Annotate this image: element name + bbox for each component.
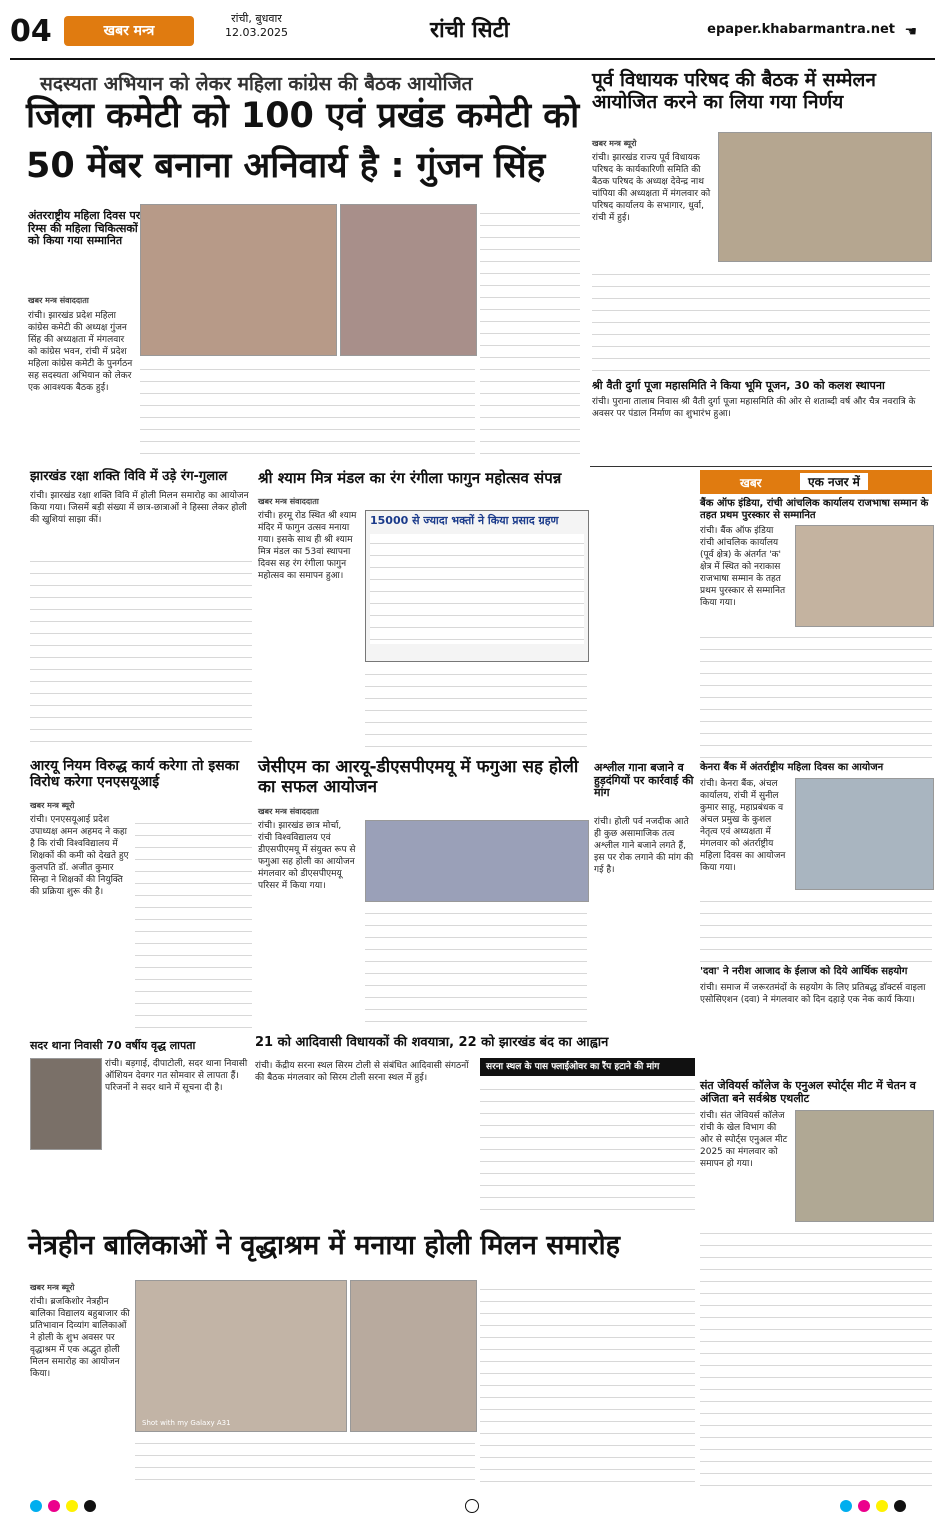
- edition-dateline: [225, 12, 288, 40]
- gulal-body-columns: [30, 552, 252, 750]
- pointer-icon: ☚: [904, 24, 917, 40]
- fagun-subhead-text: [370, 534, 584, 644]
- nazar-item2-columns: [700, 892, 932, 962]
- nazar-item2-body: रांची। केनरा बैंक, अंचल कार्यालय, रांची में सुनील कुमार साहू, महाप्रबंधक व अंचल प्रमुख के कुशल नेतृत्व एवं अध्यक्षता में मंगलवार को अंतर्राष्ट्रीय महिला दिवस का आयोजन किया गया।: [700, 779, 786, 873]
- black-dot: [84, 1500, 96, 1512]
- band-headline: 21 को आदिवासी विधायकों की शवयात्रा, 22 को झारखंड बंद का आह्वान: [255, 1035, 609, 1050]
- magenta-dot-right: [858, 1500, 870, 1512]
- khabar-nazar-title: एक नजर में: [800, 473, 868, 490]
- lead-body-columns: [140, 360, 475, 460]
- lead-byline: खबर मन्त्र संवाददाता: [28, 296, 89, 305]
- lead-photo-2: [340, 204, 477, 356]
- lead-photo-1: [140, 204, 337, 356]
- parishad-byline: खबर मन्त्र ब्यूरो: [592, 139, 637, 148]
- missing-person-photo: [30, 1058, 102, 1150]
- lead-body-right-column: [480, 204, 580, 460]
- band-subhead: सरना स्थल के पास फ्लाईओवर का रैंप हटाने की मांग: [480, 1058, 695, 1076]
- blind-photo-2: [350, 1280, 477, 1432]
- fagun-byline: खबर मन्त्र संवाददाता: [258, 497, 319, 506]
- nazar-item3-title: 'दवा' ने नरीश आजाद के ईलाज को दिये आर्थिक सहयोग: [700, 966, 908, 977]
- fagun-headline: श्री श्याम मित्र मंडल का रंग रंगीला फागुन महोत्सव संपन्न: [258, 469, 562, 487]
- xavier-headline: संत जेवियर्स कॉलेज के एनुअल स्पोर्ट्स मीट में चेतन व अंजिता बने सर्वश्रेष्ठ एथलीट: [700, 1079, 916, 1105]
- jcm-headline: जेसीएम का आरयू-डीएसपीएमयू में फगुआ सह होली का सफल आयोजन: [258, 757, 579, 797]
- jcm-photo: [365, 820, 589, 902]
- parishad-body: रांची। झारखंड राज्य पूर्व विधायक परिषद के कार्यकारिणी समिति की बैठक परिषद के अध्यक्ष देवेन्द्र नाथ चांपिया की अध्यक्षता में मंगलवार को परिषद कार्यालय के सभागार, धुर्वा, रांची में हुई।: [592, 153, 711, 223]
- nazar-item1-columns: [700, 628, 932, 758]
- blind-photo-1: [135, 1280, 347, 1432]
- durga-divider: [590, 466, 932, 467]
- xavier-body-columns: [700, 1224, 932, 1486]
- lead-headline-line1: जिला कमेटी को 100 एवं प्रखंड कमेटी को: [26, 96, 580, 136]
- edition-date: 12.03.2025: [225, 26, 288, 39]
- missing-headline: सदर थाना निवासी 70 वर्षीय वृद्ध लापता: [30, 1039, 196, 1052]
- ashleel-body: रांची। होली पर्व नजदीक आते ही कुछ असामाजिक तत्व अश्लील गाने बजाने लगते हैं, इस पर रोक लगाने की मांग की गई है।: [594, 817, 694, 875]
- missing-body: रांची। बड़गाई, दीपाटोली, सदर थाना निवासी ऑशियन देवगर गत सोमवार से लापता हैं। परिजनों ने सदर थाने में सूचना दी है।: [105, 1059, 248, 1093]
- aryu-body: रांची। एनएसयूआई प्रदेश उपाध्यक्ष अमन अहमद ने कहा है कि रांची विश्वविद्यालय में शिक्षकों की कमी को देखते हुए कुलपति डॉ. अजीत कुमार सिन्हा ने शिक्षकों की नियुक्ति की प्रक्रिया शुरू की है।: [30, 815, 129, 897]
- page-number: 04: [10, 14, 52, 49]
- durga-body: रांची। पुराना तालाब निवास श्री वैती दुर्गा पूजा महासमिति की ओर से शताब्दी वर्ष और चैत्र नवरात्रि के अवसर पर पंडाल निर्माण का शुभारंभ हुआ।: [592, 397, 916, 419]
- lead-body: रांची। झारखंड प्रदेश महिला कांग्रेस कमेटी की अध्यक्ष गुंजन सिंह की अध्यक्षता में मंगलवार को कांग्रेस भवन, रांची में प्रदेश महिला कांग्रेस कमेटी के पुनर्गठन सह सदस्यता अभियान को लेकर एक आवश्यक बैठक हुई।: [28, 311, 133, 393]
- website-link[interactable]: epaper.khabarmantra.net: [707, 22, 895, 37]
- band-body: रांची। केंद्रीय सरना स्थल सिरम टोली से संबंधित आदिवासी संगठनों की बैठक मंगलवार को सिरम टोली सरना स्थल में हुई।: [255, 1061, 469, 1083]
- xavier-photo: [795, 1110, 934, 1222]
- section-title: रांची सिटी: [430, 18, 510, 43]
- fagun-body-columns: [365, 665, 587, 750]
- xavier-body: रांची। संत जेवियर्स कॉलेज रांची के खेल विभाग की ओर से स्पोर्ट्स एनुअल मीट 2025 का मंगलवार को समापन हो गया।: [700, 1111, 788, 1169]
- registration-strip: [0, 1495, 945, 1517]
- nazar-item1-body: रांची। बैंक ऑफ इंडिया रांची आंचलिक कार्यालय (पूर्व क्षेत्र) के अंतर्गत 'क' क्षेत्र में स्थित को नराकास राजभाषा सम्मान के तहत प्रथम पुरस्कार से सम्मानित किया गया।: [700, 526, 786, 608]
- lead-headline-line2: 50 मेंबर बनाना अनिवार्य है : गुंजन सिंह: [26, 146, 546, 186]
- blind-photo-caption: Shot with my Galaxy A31: [142, 1419, 231, 1427]
- khabar-nazar-band: [700, 470, 932, 494]
- gulal-headline: झारखंड रक्षा शक्ति विवि में उड़े रंग-गुलाल: [30, 469, 228, 484]
- yellow-dot: [66, 1500, 78, 1512]
- magenta-dot: [48, 1500, 60, 1512]
- brand-logo[interactable]: खबर मन्त्र: [64, 16, 194, 46]
- masthead-bar: [10, 10, 935, 60]
- parishad-headline: पूर्व विधायक परिषद की बैठक में सम्मेलन आयोजित करने का लिया गया निर्णय: [592, 69, 876, 113]
- fagun-subhead: 15000 से ज्यादा भक्तों ने किया प्रसाद ग्रहण: [370, 514, 559, 527]
- nazar-item2-photo: [795, 778, 934, 890]
- durga-headline: श्री वैती दुर्गा पूजा महासमिति ने किया भूमि पूजन, 30 को कलश स्थापना: [592, 379, 885, 392]
- fagun-body: रांची। हरमू रोड स्थित श्री श्याम मंदिर में फागुन उत्सव मनाया गया। इसके साथ ही श्री श्याम मित्र मंडल का 53वां स्थापना दिवस सह रंग रंगीला फागुन महोत्सव का समापन हुआ।: [258, 511, 357, 581]
- fagun-subhead-box: [365, 510, 589, 662]
- nazar-item1-title: बैंक ऑफ इंडिया, रांची आंचलिक कार्यालय राजभाषा सम्मान के तहत प्रथम पुरस्कार से सम्मानित: [700, 498, 929, 521]
- band-body-columns: [480, 1080, 695, 1220]
- lead-side-title: अंतरराष्ट्रीय महिला दिवस पर रिम्स की महिला चिकित्सकों को किया गया सम्मानित: [28, 209, 141, 248]
- khabar-nazar-label: खबर: [740, 476, 762, 490]
- registration-mark-icon: [465, 1499, 479, 1513]
- aryu-byline: खबर मन्त्र ब्यूरो: [30, 801, 75, 810]
- nazar-item3-body: रांची। समाज में जरूरतमंदों के सहयोग के लिए प्रतिबद्ध डॉक्टर्स वाइला एसोसिएशन (दवा) ने मंगलवार को दिन दहाड़े एक नेक कार्य किया।: [700, 983, 926, 1005]
- blind-byline: खबर मन्त्र ब्यूरो: [30, 1283, 75, 1292]
- cyan-dot: [30, 1500, 42, 1512]
- yellow-dot-right: [876, 1500, 888, 1512]
- aryu-body-columns: [135, 814, 252, 1034]
- blind-body: रांची। ब्रजकिशोर नेत्रहीन बालिका विद्यालय बहुबाजार की प्रतिभावान दिव्यांग बालिकाओं ने होली के शुभ अवसर पर वृद्धाश्रम में एक अद्भुत होली मिलन समारोह का आयोजन किया।: [30, 1297, 130, 1379]
- nazar-item2-title: केनरा बैंक में अंतर्राष्ट्रीय महिला दिवस का आयोजन: [700, 762, 884, 773]
- jcm-byline: खबर मन्त्र संवाददाता: [258, 807, 319, 816]
- parishad-body-columns: [592, 265, 930, 375]
- aryu-headline: आरयू नियम विरुद्ध कार्य करेगा तो इसका विरोध करेगा एनएसयूआई: [30, 758, 240, 791]
- jcm-body-columns: [365, 904, 587, 1030]
- blind-headline: नेत्रहीन बालिकाओं ने वृद्धाश्रम में मनाया होली मिलन समारोह: [28, 1230, 621, 1261]
- lead-kicker: सदस्यता अभियान को लेकर महिला कांग्रेस की बैठक आयोजित: [40, 73, 473, 95]
- edition-city: रांची, बुधवार: [231, 12, 282, 25]
- blind-body-columns: [480, 1280, 695, 1486]
- jcm-body: रांची। झारखंड छात्र मोर्चा, रांची विश्वविद्यालय एवं डीएसपीएमयू में संयुक्त रूप से फगुआ सह होली का आयोजन मंगलवार को डीएसपीएमयू परिसर में किया गया।: [258, 821, 356, 891]
- parishad-photo: [718, 132, 932, 262]
- black-dot-right: [894, 1500, 906, 1512]
- cyan-dot-right: [840, 1500, 852, 1512]
- ashleel-headline: अश्लील गाना बजाने व हुड़दंगियों पर कार्रवाई की मांग: [594, 761, 694, 800]
- blind-photo-columns: [135, 1434, 475, 1486]
- gulal-body: रांची। झारखंड रक्षा शक्ति विवि में होली मिलन समारोह का आयोजन किया गया। जिसमें बड़ी संख्या में छात्र-छात्राओं ने हिस्सा लेकर होली की खुशियां साझा कीं।: [30, 491, 249, 525]
- nazar-item1-photo: [795, 525, 934, 627]
